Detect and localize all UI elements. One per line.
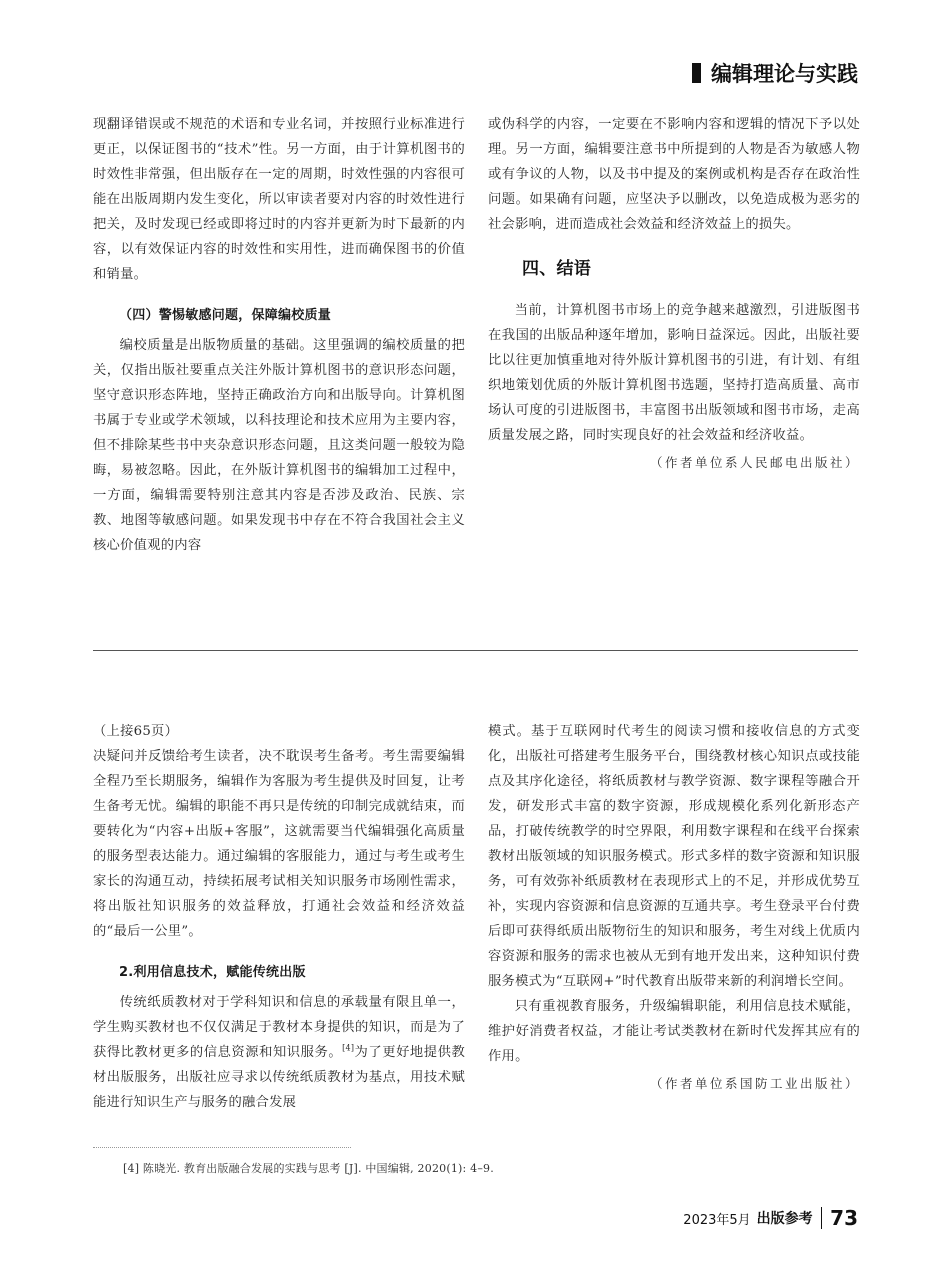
- top-left-column: [93, 112, 465, 558]
- paragraph: 决疑问并反馈给考生读者，决不耽误考生备考。考生需要编辑全程乃至长期服务，编辑作为客服为考生提供及时回复，让考生备考无忧。编辑的职能不再只是传统的印制完成就结束，而要转化为“内容+出版+客服”，这就需要当代编辑强化高质量的服务型表达能力。通过编辑的客服能力，通过与考生或考生家长的沟通互动，持续拓展考试相关知识服务市场刚性需求，将出版社知识服务的效益释放，打通社会效益和经济效益的“最后一公里”。: [93, 749, 465, 939]
- section-heading: 四、结语: [522, 259, 591, 279]
- article-divider: [93, 650, 858, 651]
- top-right-column: [488, 112, 860, 475]
- paragraph: 只有重视教育服务，升级编辑职能，利用信息技术赋能，维护好消费者权益，才能让考试类教材在新时代发挥其应有的作用。: [488, 999, 860, 1064]
- paragraph: 编校质量是出版物质量的基础。这里强调的编校质量的把关，仅指出版社要重点关注外版计算机图书的意识形态问题，坚守意识形态阵地，坚持正确政治方向和出版导向。计算机图书属于专业或学术领域，以科技理论和技术应用为主要内容，但不排除某些书中夹杂意识形态问题，且这类问题一般较为隐晦，易被忽略。因此，在外版计算机图书的编辑加工过程中，一方面，编辑需要特别注意其内容是否涉及政治、民族、宗教、地图等敏感问题。如果发现书中存在不符合我国社会主义核心价值观的内容: [93, 338, 465, 553]
- subheading: 2.利用信息技术，赋能传统出版: [119, 965, 306, 980]
- footnote-ref: [4]: [342, 1043, 355, 1053]
- page-footer: [683, 1206, 858, 1230]
- author-affiliation: （作者单位系国防工业出版社）: [649, 1076, 860, 1091]
- paragraph: 现翻译错误或不规范的术语和专业名词，并按照行业标准进行更正，以保证图书的“技术”性。另一方面，由于计算机图书的时效性非常强，但出版存在一定的周期，时效性强的内容很可能在出版周期内发生变化，所以审读者要对内容的时效性进行把关，及时发现已经或即将过时的内容并更新为时下最新的内容，以有效保证内容的时效性和实用性，进而确保图书的价值和销量。: [93, 117, 465, 282]
- journal-name: 出版参考: [756, 1211, 813, 1227]
- continued-note: （上接65页）: [93, 724, 179, 739]
- paragraph: 或伪科学的内容，一定要在不影响内容和逻辑的情况下予以处理。另一方面，编辑要注意书中所提到的人物是否为敏感人物或有争议的人物，以及书中提及的案例或机构是否存在政治性问题。如果确有问题，应坚决予以删改，以免造成极为恶劣的社会影响，进而造成社会效益和经济效益上的损失。: [488, 117, 860, 232]
- paragraph: [93, 990, 465, 1115]
- footnote: [4] 陈晓光. 教育出版融合发展的实践与思考 [J]. 中国编辑, 2020(1): 4–9.: [123, 1162, 494, 1175]
- paragraph-text: 为了更好地提供教材出版服务，出版社应寻求以传统纸质教材为基点，用技术赋能进行知识生产与服务的融合发展: [93, 1045, 466, 1110]
- section-title: 编辑理论与实践: [711, 62, 858, 86]
- header-bar-mark: [692, 63, 701, 83]
- paragraph: 模式。基于互联网时代考生的阅读习惯和接收信息的方式变化，出版社可搭建考生服务平台，围绕教材核心知识点或技能点及其序化途径，将纸质教材与教学资源、数字课程等融合开发，研发形式丰富的数字资源，形成规模化系列化新形态产品，打破传统教学的时空界限，利用数字课程和在线平台探索教材出版领域的知识服务模式。形式多样的数字资源和知识服务，可有效弥补纸质教材在表现形式上的不足，并形成优势互补，实现内容资源和信息资源的互通共享。考生登录平台付费后即可获得纸质出版物衍生的知识和服务，考生对线上优质内容资源和服务的需求也被从无到有地开发出来，这种知识付费服务模式为“互联网+”时代教育出版带来新的利润增长空间。: [488, 724, 860, 989]
- paragraph-text: 传统纸质教材对于学科知识和信息的承载量有限且单一，学生购买教材也不仅仅满足于教材本身提供的知识，而是为了获得比教材更多的信息资源和知识服务。: [93, 995, 465, 1060]
- bottom-left-column: [93, 719, 465, 1115]
- page-number: 73: [830, 1206, 858, 1230]
- paragraph: 当前，计算机图书市场上的竞争越来越激烈，引进版图书在我国的出版品种逐年增加，影响日益深远。因此，出版社要比以往更加慎重地对待外版计算机图书的引进，有计划、有组织地策划优质的外版计算机图书选题，坚持打造高质量、高市场认可度的引进版图书，丰富图书出版领域和图书市场，走高质量发展之路，同时实现良好的社会效益和经济收益。: [488, 303, 860, 443]
- issue-date: 2023年5月: [683, 1212, 751, 1228]
- author-affiliation: （作者单位系人民邮电出版社）: [649, 455, 860, 470]
- footnote-rule: [93, 1147, 351, 1148]
- footer-separator: [821, 1207, 823, 1229]
- subheading: （四）警惕敏感问题，保障编校质量: [119, 308, 332, 323]
- bottom-right-column: [488, 719, 860, 1096]
- section-header: [692, 58, 858, 88]
